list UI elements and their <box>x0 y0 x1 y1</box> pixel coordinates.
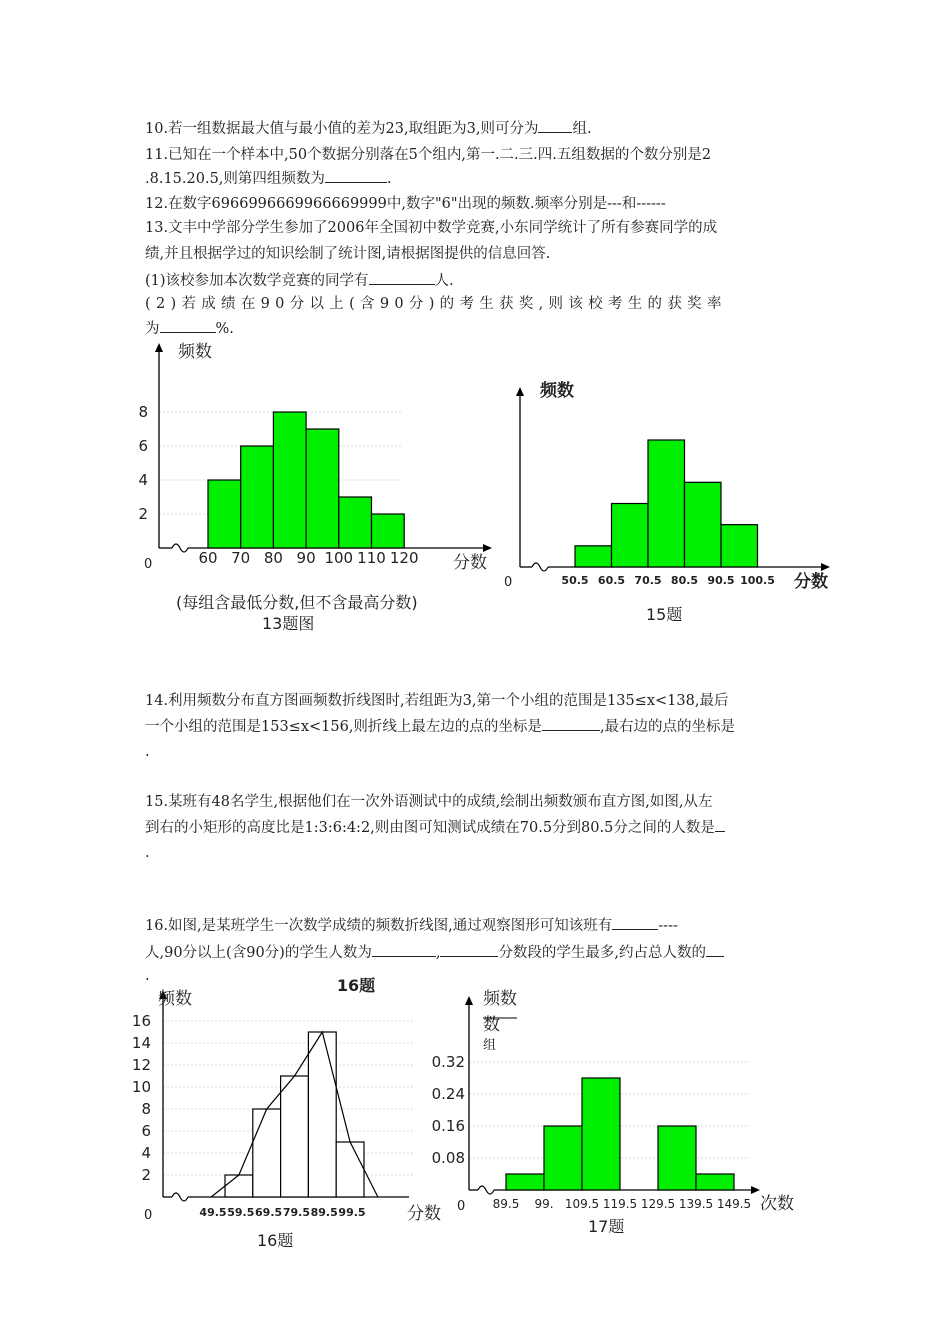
question-13-line-1: 13.文丰中学部分学生参加了2006年全国初中数学竞赛,小东同学统计了所有参赛同学的成 <box>145 220 718 236</box>
fig17-caption: 17题 <box>588 1217 625 1236</box>
fig15-x-tick-label: 60.5 <box>597 574 626 587</box>
question-15-line-3: . <box>145 845 150 861</box>
question-11-line-2: .8.15.20.5,则第四组频数为 . <box>145 168 392 189</box>
fig15-bar-80.5-90.5 <box>685 482 722 567</box>
fig17-axis-break <box>478 1186 494 1194</box>
fig17-bar-129.5-139.5 <box>658 1126 696 1190</box>
fig15-y-axis-label: 频数 <box>540 381 574 401</box>
fig16-bar-59.5-69.5 <box>253 1109 281 1197</box>
question-12: 12.在数字6966996669966669999中,数字"6"出现的频数.频率分别是---和------ <box>145 196 666 212</box>
fig16-x-tick-label: 49.5 <box>199 1206 227 1219</box>
fig17-x-axis-label: 次数 <box>760 1194 794 1214</box>
fig16-y-tick-label: 16 <box>131 1012 151 1030</box>
question-13-part-1: (1)该校参加本次数学竞赛的同学有 人. <box>145 270 454 291</box>
fig16-y-tick-label: 6 <box>141 1122 151 1140</box>
fig13-x-tick-label: 70 <box>231 549 251 567</box>
fig17-y-axis-arrow <box>465 996 473 1005</box>
fig16-x-tick-label: 69.5 <box>255 1206 283 1219</box>
fig17-bar-89.5-99.5 <box>506 1174 544 1190</box>
question-14-line-2: 一个小组的范围是153≤x<156,则折线上最左边的点的坐标是 ,最右边的点的坐标是 <box>145 716 735 737</box>
fig16-bar-89.5-99.5 <box>336 1142 364 1197</box>
fig15-caption: 15题 <box>646 605 683 624</box>
fig17-bar-99.5-109.5 <box>544 1126 582 1190</box>
question-13-part-2-cont: 为 %. <box>145 318 234 339</box>
fig17-y-tick-label: 0.16 <box>431 1117 465 1135</box>
fig17-y-axis-label-3: 组 <box>483 1038 497 1053</box>
question-10: 10.若一组数据最大值与最小值的差为23,取组距为3,则可分为 组. <box>145 118 592 139</box>
fig13-y-axis-arrow <box>155 343 163 352</box>
fig16-y-axis-label: 频数 <box>158 989 192 1009</box>
question-13-line-2: 绩,并且根据学过的知识绘制了统计图,请根据图提供的信息回答. <box>145 246 551 262</box>
fig17-x-axis-arrow <box>751 1186 760 1194</box>
fig13-x-tick-label: 120 <box>389 549 419 567</box>
fig17-y-tick-label: 0.24 <box>431 1085 465 1103</box>
fig17-x-tick-label: 139.5 <box>678 1197 714 1211</box>
fig15-origin-label: 0 <box>504 575 513 590</box>
fig13-bar-60-70 <box>208 480 241 548</box>
fig13-bar-90-100 <box>306 429 339 548</box>
question-14-line-3: . <box>145 744 150 760</box>
fig13-x-tick-label: 60 <box>198 549 218 567</box>
fig15-y-axis-arrow <box>516 387 524 396</box>
fig16-x-tick-label: 89.5 <box>310 1206 338 1219</box>
fig13-bar-110-120 <box>372 514 405 548</box>
fig17-bar-139.5-149.5 <box>696 1174 734 1190</box>
fig17-origin-label: 0 <box>457 1199 466 1214</box>
fig13-y-tick-label: 6 <box>138 437 148 455</box>
question-16-line-2: 人,90分以上(含90分)的学生人数为 , 分数段的学生最多,约占总人数的 <box>145 942 724 963</box>
fig17-x-tick-label: 89.5 <box>492 1197 520 1211</box>
fig16-bar-49.5-59.5 <box>225 1175 253 1197</box>
fig13-caption: 13题图 <box>262 614 315 633</box>
fig16-bar-79.5-89.5 <box>308 1032 336 1197</box>
fig13-x-axis-arrow <box>483 544 492 552</box>
fig13-y-tick-label: 8 <box>138 403 148 421</box>
question-14-line-1: 14.利用频数分布直方图画频数折线图时,若组距为3,第一个小组的范围是135≤x<138,最后 <box>145 693 729 709</box>
fig13-axis-break <box>172 544 188 552</box>
fig15-x-tick-label: 100.5 <box>740 574 775 587</box>
fig16-y-tick-label: 2 <box>141 1166 151 1184</box>
fig16-y-tick-label: 10 <box>131 1078 151 1096</box>
fig17-x-tick-label: 129.5 <box>640 1197 676 1211</box>
fig13-y-axis-label: 频数 <box>178 342 212 362</box>
fig15-x-tick-label: 80.5 <box>670 574 699 587</box>
fig15-bar-90.5-100.5 <box>721 525 758 567</box>
fig13-y-tick-label: 2 <box>138 505 148 523</box>
fig15-bar-60.5-70.5 <box>612 504 649 568</box>
fig16-caption: 16题 <box>257 1231 294 1250</box>
fig15-bar-70.5-80.5 <box>648 440 685 567</box>
fig17-x-tick-label: 99. <box>534 1197 554 1211</box>
fig16-y-tick-label: 8 <box>141 1100 151 1118</box>
fig16-y-tick-label: 12 <box>131 1056 151 1074</box>
fig13-note: (每组含最低分数,但不含最高分数) <box>176 593 418 612</box>
fig15-x-tick-label: 50.5 <box>561 574 589 587</box>
fig16-x-tick-label: 79.5 <box>282 1206 310 1219</box>
fig15-x-tick-label: 70.5 <box>634 574 662 587</box>
fig13-y-tick-label: 4 <box>138 471 148 489</box>
fig16-title: 16题 <box>336 976 376 995</box>
fig16-origin-label: 0 <box>144 1208 153 1223</box>
fig15-axis-break <box>532 563 548 571</box>
fig17-x-tick-label: 119.5 <box>602 1197 638 1211</box>
fig17-bar-109.5-119.5 <box>582 1078 620 1190</box>
question-13-part-2: (2)若成绩在90分以上(含90分)的考生获奖,则该校考生的获奖率 <box>145 296 727 312</box>
fig16-y-tick-label: 4 <box>141 1144 151 1162</box>
fig17-x-tick-label: 149.5 <box>716 1197 752 1211</box>
fig13-origin-label: 0 <box>144 557 153 572</box>
fig13-x-tick-label: 80 <box>263 549 283 567</box>
fig16-x-axis-label: 分数 <box>407 1204 441 1224</box>
fig17-x-tick-label: 109.5 <box>564 1197 600 1211</box>
question-16-line-3: . <box>145 968 150 984</box>
fig15-x-tick-label: 90.5 <box>707 574 735 587</box>
fig13-x-tick-label: 90 <box>296 549 316 567</box>
question-16-line-1: 16.如图,是某班学生一次数学成绩的频数折线图,通过观察图形可知该班有 ---- <box>145 915 678 936</box>
fig16-x-tick-label: 99.5 <box>338 1206 366 1219</box>
fig13-bar-100-110 <box>339 497 372 548</box>
question-15-line-2: 到右的小矩形的高度比是1:3:6:4:2,则由图可知测试成绩在70.5分到80.5分之间的人数是 <box>145 817 725 838</box>
fig13-x-tick-label: 100 <box>324 549 354 567</box>
fig17-y-tick-label: 0.08 <box>431 1149 465 1167</box>
fig15-x-axis-label: 分数 <box>794 572 828 592</box>
fig17-y-tick-label: 0.32 <box>431 1053 465 1071</box>
fig13-bar-80-90 <box>273 412 306 548</box>
fig16-bar-69.5-79.5 <box>281 1076 309 1197</box>
fig16-x-tick-label: 59.5 <box>227 1206 255 1219</box>
fig17-y-axis-label-2: 数 <box>483 1015 500 1035</box>
fig16-y-tick-label: 14 <box>131 1034 151 1052</box>
fig13-x-axis-label: 分数 <box>453 553 487 573</box>
fig13-x-tick-label: 110 <box>357 549 386 567</box>
fig15-x-axis-arrow <box>821 563 830 571</box>
fig17-y-axis-label: 频数 <box>483 989 517 1009</box>
fig13-bar-70-80 <box>241 446 274 548</box>
question-11-line-1: 11.已知在一个样本中,50个数据分别落在5个组内,第一.二.三.四.五组数据的个数分别是2 <box>145 147 712 163</box>
question-15-line-1: 15.某班有48名学生,根据他们在一次外语测试中的成绩,绘制出频数颁布直方图,如图,从左 <box>145 794 713 810</box>
fig15-bar-50.5-60.5 <box>575 546 612 567</box>
fig16-axis-break <box>172 1193 188 1201</box>
